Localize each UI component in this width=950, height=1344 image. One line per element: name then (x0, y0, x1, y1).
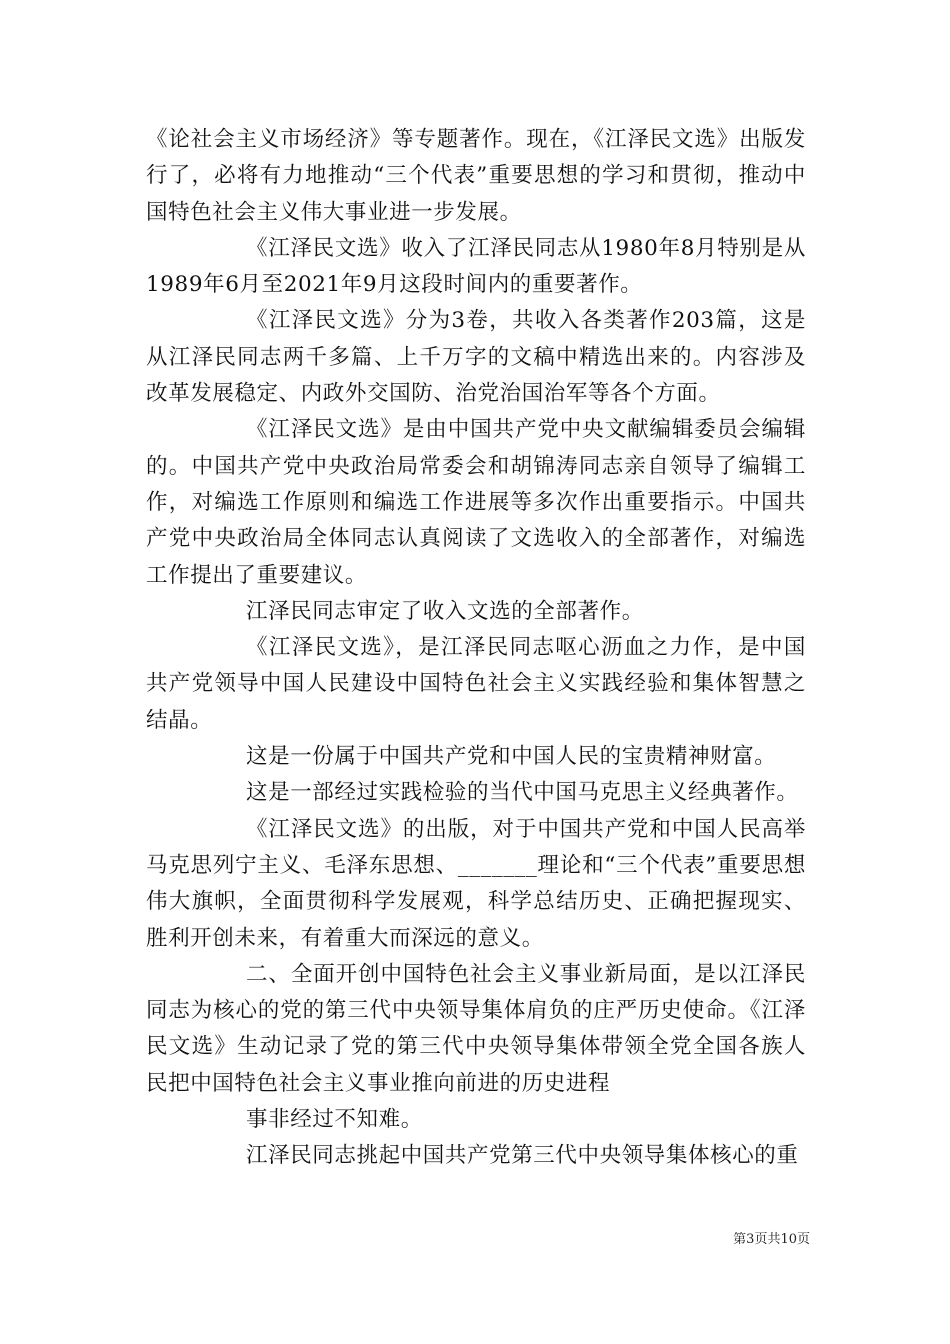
paragraph-9: 《江泽民文选》的出版，对于中国共产党和中国人民高举马克思列宁主义、毛泽东思想、_______理论和“三个代表”重要思想伟大旗帜，全面贯彻科学发展观，科学总结历史、正确把握现实、胜利开创未来，有着重大而深远的意义。 (146, 816, 806, 951)
paragraph-5: 江泽民同志审定了收入文选的全部著作。 (246, 598, 644, 624)
paragraph-8: 这是一部经过实践检验的当代中国马克思主义经典著作。 (246, 780, 799, 806)
paragraph-6: 《江泽民文选》，是江泽民同志呕心沥血之力作，是中国共产党领导中国人民建设中国特色社会主义实践经验和集体智慧之结晶。 (146, 635, 806, 733)
paragraph-2: 《江泽民文选》收入了江泽民同志从1980年8月特别是从1989年6月至2021年9月这段时间内的重要著作。 (146, 235, 806, 298)
document-body (146, 122, 806, 1175)
paragraph-11: 事非经过不知难。 (246, 1107, 423, 1133)
paragraph-3: 《江泽民文选》分为3卷，共收入各类著作203篇，这是从江泽民同志两千多篇、上千万字的文稿中精选出来的。内容涉及改革发展稳定、内政外交国防、治党治国治军等各个方面。 (146, 308, 806, 407)
paragraph-12: 江泽民同志挑起中国共产党第三代中央领导集体核心的重 (246, 1143, 799, 1169)
page-number-footer: 第3页共10页 (733, 1232, 810, 1247)
paragraph-7: 这是一份属于中国共产党和中国人民的宝贵精神财富。 (246, 744, 777, 770)
paragraph-4: 《江泽民文选》是由中国共产党中央文献编辑委员会编辑的。中国共产党中央政治局常委会和胡锦涛同志亲自领导了编辑工作，对编选工作原则和编选工作进展等多次作出重要指示。中国共产党中央政治局全体同志认真阅读了文选收入的全部著作，对编选工作提出了重要建议。 (146, 417, 806, 588)
paragraph-1: 《论社会主义市场经济》等专题著作。现在，《江泽民文选》出版发行了，必将有力地推动“三个代表”重要思想的学习和贯彻，推动中国特色社会主义伟大事业进一步发展。 (146, 127, 806, 225)
paragraph-10: 二、全面开创中国特色社会主义事业新局面，是以江泽民同志为核心的党的第三代中央领导集体肩负的庄严历史使命。《江泽民文选》生动记录了党的第三代中央领导集体带领全党全国各族人民把中国特色社会主义事业推向前进的历史进程 (146, 961, 806, 1096)
